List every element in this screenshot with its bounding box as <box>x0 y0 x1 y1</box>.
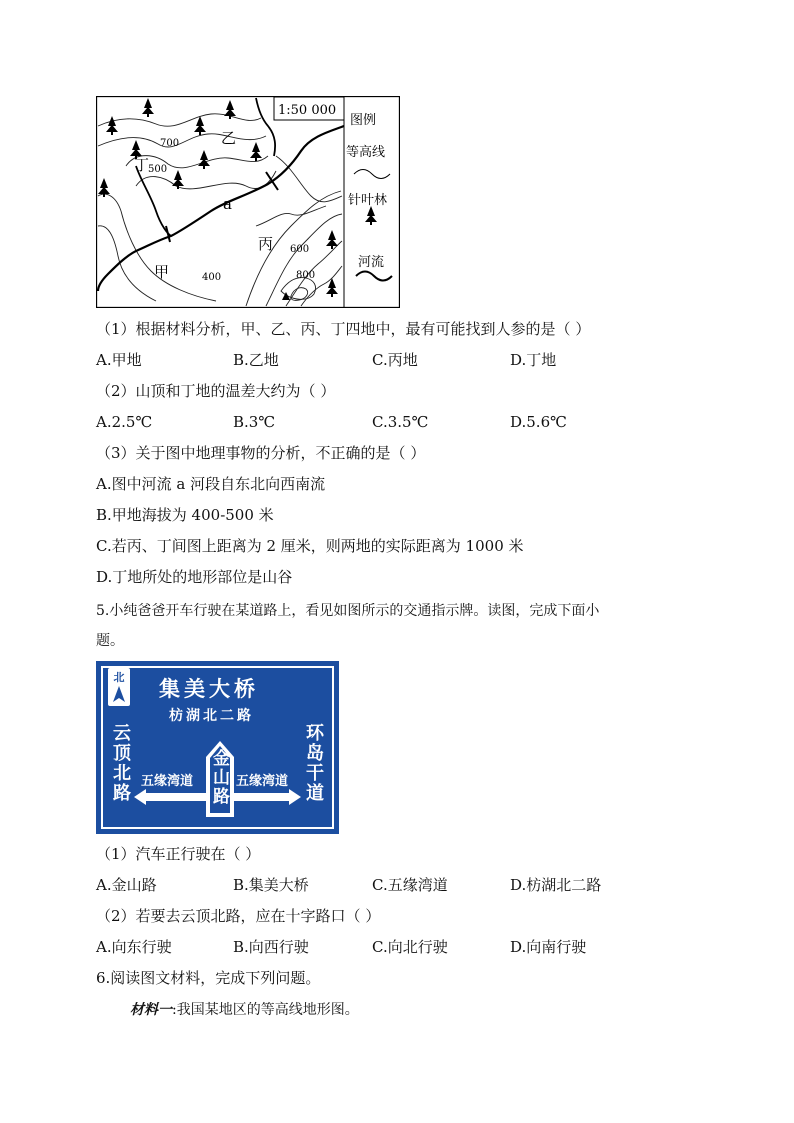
q5-1-stem: （1）汽车正行驶在（ ） <box>96 845 261 863</box>
q5-1-option-d[interactable]: D.枋湖北二路 <box>510 876 602 894</box>
q5-1-option-a[interactable]: A.金山路 <box>96 876 157 894</box>
q5-2-option-b[interactable]: B.向西行驶 <box>233 938 309 956</box>
q5-2-option-a[interactable]: A.向东行驶 <box>96 938 172 956</box>
q1-stem: （1）根据材料分析，甲、乙、丙、丁四地中，最有可能找到人参的是（ ） <box>96 320 591 338</box>
q2-option-c[interactable]: C.3.5℃ <box>372 413 429 431</box>
q5-1-option-c[interactable]: C.五缘湾道 <box>372 876 448 894</box>
contour-map-figure <box>96 96 400 308</box>
q3-option-d[interactable]: D.丁地所处的地形部位是山谷 <box>96 568 293 586</box>
sign-arrows <box>96 661 339 834</box>
contour-800: 800 <box>296 270 316 281</box>
legend-river-label: 河流 <box>358 255 385 270</box>
north-label: 北 <box>113 671 125 684</box>
q3-option-c[interactable]: C.若丙、丁间图上距离为 2 厘米，则两地的实际距离为 1000 米 <box>96 537 524 555</box>
q5-1-option-b[interactable]: B.集美大桥 <box>233 876 309 894</box>
contour-500: 500 <box>148 164 168 175</box>
legend-forest-label: 针叶林 <box>348 193 388 208</box>
q6-material-text: :我国某地区的等高线地形图。 <box>172 1002 359 1018</box>
q5-2-option-c[interactable]: C.向北行驶 <box>372 938 448 956</box>
contour-map <box>96 96 400 308</box>
sign-left-road: 云顶北路 <box>110 723 131 803</box>
sign-center-road: 金山路 <box>209 749 229 806</box>
q6-stem: 6.阅读图文材料，完成下列问题。 <box>96 969 321 987</box>
legend-title: 图例 <box>350 113 377 128</box>
label-yi: 乙 <box>221 129 237 147</box>
traffic-sign-figure <box>96 661 339 834</box>
q6-material <box>130 1000 359 1020</box>
contour-600: 600 <box>290 244 310 255</box>
q5-stem-line1: 5.小纯爸爸开车行驶在某道路上，看见如图所示的交通指示牌。读图，完成下面小 <box>96 603 600 619</box>
sign-subtitle: 枋湖北二路 <box>169 708 254 724</box>
q2-stem: （2）山顶和丁地的温差大约为（ ） <box>96 382 336 400</box>
q5-stem-line2: 题。 <box>96 633 124 649</box>
sign-title: 集美大桥 <box>159 677 259 701</box>
q3-stem: （3）关于图中地理事物的分析，不正确的是（ ） <box>96 444 426 462</box>
legend-contour-label: 等高线 <box>346 145 386 160</box>
q1-option-b[interactable]: B.乙地 <box>233 351 279 369</box>
q2-option-a[interactable]: A.2.5℃ <box>96 413 153 431</box>
q1-option-d[interactable]: D.丁地 <box>510 351 557 369</box>
q2-option-b[interactable]: B.3℃ <box>233 413 276 431</box>
q6-material-label: 材料一 <box>130 1002 172 1018</box>
sign-right-arrow-label: 五缘湾道 <box>236 774 289 789</box>
q3-option-b[interactable]: B.甲地海拔为 400-500 米 <box>96 506 274 524</box>
label-jia: 甲 <box>154 263 170 281</box>
sign-right-road: 环岛干道 <box>303 723 324 803</box>
q1-option-c[interactable]: C.丙地 <box>372 351 418 369</box>
label-a: a <box>223 195 232 213</box>
q5-2-stem: （2）若要去云顶北路，应在十字路口（ ） <box>96 907 381 925</box>
q3-option-a[interactable]: A.图中河流 a 河段自东北向西南流 <box>96 475 326 493</box>
label-bing: 丙 <box>258 235 274 253</box>
q2-option-d[interactable]: D.5.6℃ <box>510 413 567 431</box>
sign-left-arrow-label: 五缘湾道 <box>141 774 194 789</box>
map-scale: 1:50 000 <box>278 103 337 118</box>
contour-700: 700 <box>160 138 180 149</box>
label-ding: 丁 <box>134 156 150 174</box>
q1-option-a[interactable]: A.甲地 <box>96 351 142 369</box>
q5-2-option-d[interactable]: D.向南行驶 <box>510 938 587 956</box>
contour-400: 400 <box>202 272 222 283</box>
